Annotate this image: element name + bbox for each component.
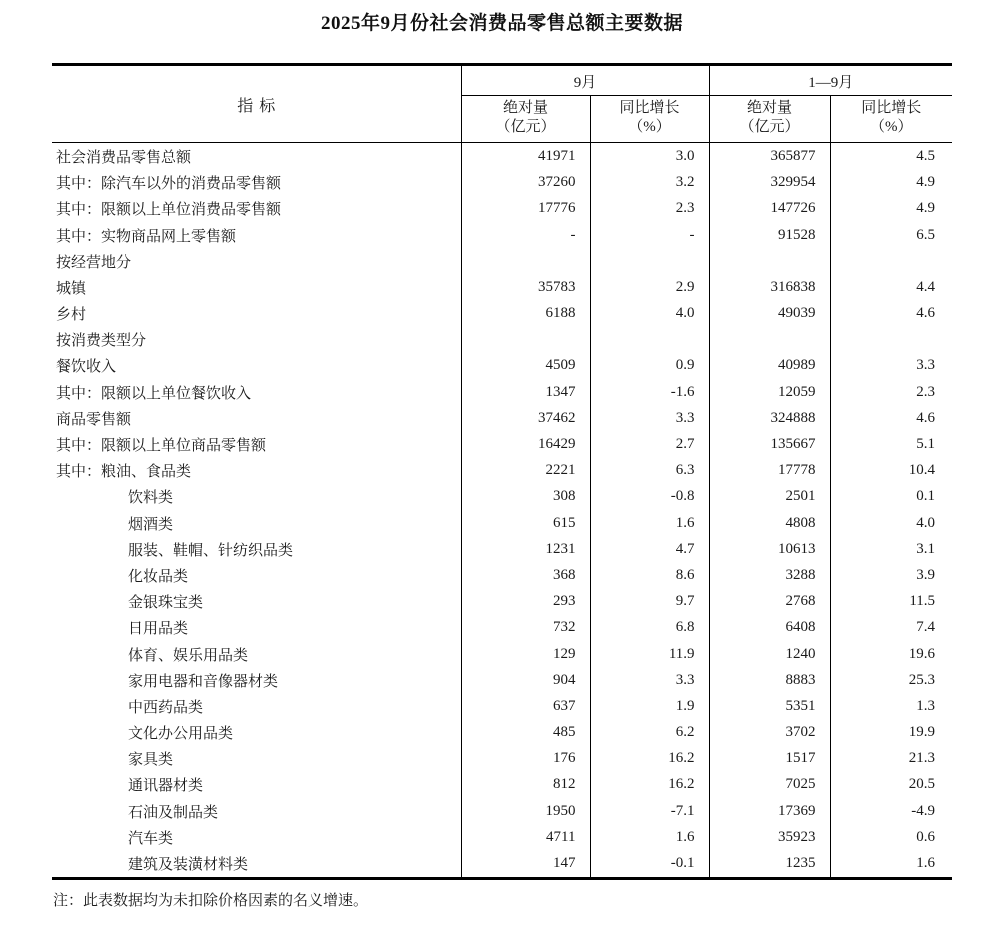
cell-cumulative-absolute: 147726 xyxy=(709,196,830,222)
cell-cumulative-absolute: 1240 xyxy=(709,641,830,667)
row-label: 日用品类 xyxy=(52,615,461,641)
cell-cumulative-absolute: 3288 xyxy=(709,562,830,588)
table-row xyxy=(52,772,952,798)
cell-month-growth xyxy=(590,327,709,353)
cell-cumulative-growth: 1.3 xyxy=(916,697,936,714)
cell-month-absolute: 485 xyxy=(461,720,590,746)
table-row xyxy=(52,589,952,615)
table-footnote: 注：此表数据均为未扣除价格因素的名义增速。 xyxy=(53,892,369,909)
cell-cumulative-growth xyxy=(830,327,952,353)
cell-month-absolute: 37462 xyxy=(461,405,590,431)
cell-month-growth: -0.1 xyxy=(590,850,709,878)
cell-cumulative-growth: 4.4 xyxy=(916,278,936,295)
cell-cumulative-growth: 4.9 xyxy=(916,174,936,191)
cell-cumulative-absolute: 35923 xyxy=(709,824,830,850)
cell-cumulative-growth: 3.9 xyxy=(916,566,936,583)
cell-month-absolute: - xyxy=(461,222,590,248)
table-row xyxy=(52,274,952,300)
cell-month-growth: 3.2 xyxy=(590,170,709,196)
cell-cumulative-absolute: 17369 xyxy=(709,798,830,824)
cell-month-absolute: 16429 xyxy=(461,431,590,457)
cell-month-absolute: 637 xyxy=(461,693,590,719)
cell-month-absolute: 4711 xyxy=(461,824,590,850)
cell-month-absolute: 615 xyxy=(461,510,590,536)
table-row xyxy=(52,615,952,641)
cell-month-absolute: 732 xyxy=(461,615,590,641)
cell-cumulative-absolute: 8883 xyxy=(709,667,830,693)
cell-cumulative-absolute: 316838 xyxy=(709,274,830,300)
header-abs-name: 绝对量 xyxy=(747,100,793,116)
cell-month-absolute: 2221 xyxy=(461,458,590,484)
table-row xyxy=(52,798,952,824)
table-row xyxy=(52,693,952,719)
cell-month-growth: 2.9 xyxy=(590,274,709,300)
cell-cumulative-absolute xyxy=(709,248,830,274)
table-row xyxy=(52,143,952,170)
cell-cumulative-growth: 1.6 xyxy=(830,850,952,878)
cell-month-growth: -0.8 xyxy=(590,484,709,510)
row-label: 体育、娱乐用品类 xyxy=(52,641,461,667)
header-abs-unit: （亿元） xyxy=(739,119,800,136)
cell-month-absolute: 147 xyxy=(461,850,590,878)
row-label: 服装、鞋帽、针纺织品类 xyxy=(52,536,461,562)
row-label: 按消费类型分 xyxy=(52,327,461,353)
column-header-indicator: 指标 xyxy=(52,65,461,143)
cell-month-absolute: 1950 xyxy=(461,798,590,824)
table-row xyxy=(52,405,952,431)
row-label: 按经营地分 xyxy=(52,248,461,274)
cell-month-growth: 1.6 xyxy=(590,510,709,536)
cell-cumulative-growth: 3.1 xyxy=(916,540,936,557)
cell-month-absolute: 293 xyxy=(461,589,590,615)
cell-cumulative-growth: 4.6 xyxy=(916,409,936,426)
header-yoy-name: 同比增长 xyxy=(619,100,680,116)
row-label: 其中：除汽车以外的消费品零售额 xyxy=(52,170,461,196)
row-label: 建筑及装潢材料类 xyxy=(52,850,461,878)
cell-cumulative-absolute: 40989 xyxy=(709,353,830,379)
cell-month-growth: 1.9 xyxy=(590,693,709,719)
row-label: 其中：粮油、食品类 xyxy=(52,458,461,484)
cell-month-growth: 9.7 xyxy=(590,589,709,615)
cell-month-growth: 4.0 xyxy=(590,301,709,327)
table-row xyxy=(52,248,952,274)
row-label: 通讯器材类 xyxy=(52,772,461,798)
row-label: 社会消费品零售总额 xyxy=(52,143,461,170)
cell-cumulative-growth: 10.4 xyxy=(908,462,936,479)
cell-month-absolute: 1231 xyxy=(461,536,590,562)
cell-cumulative-growth: 4.5 xyxy=(916,147,936,164)
cell-cumulative-growth: 4.0 xyxy=(916,514,936,531)
cell-cumulative-absolute: 3702 xyxy=(709,720,830,746)
cell-cumulative-absolute: 1235 xyxy=(709,850,830,878)
table-row xyxy=(52,379,952,405)
table-row xyxy=(52,170,952,196)
cell-cumulative-absolute: 6408 xyxy=(709,615,830,641)
header-abs-name: 绝对量 xyxy=(502,100,548,116)
cell-cumulative-growth: 2.3 xyxy=(916,383,936,400)
row-label: 烟酒类 xyxy=(52,510,461,536)
cell-month-absolute: 35783 xyxy=(461,274,590,300)
cell-cumulative-growth: 25.3 xyxy=(908,671,936,688)
cell-cumulative-absolute: 12059 xyxy=(709,379,830,405)
header-yoy-unit: （%） xyxy=(628,119,671,136)
cell-cumulative-absolute: 324888 xyxy=(709,405,830,431)
cell-cumulative-absolute: 10613 xyxy=(709,536,830,562)
cell-cumulative-growth: -4.9 xyxy=(911,802,936,819)
cell-month-growth: 3.3 xyxy=(590,667,709,693)
cell-cumulative-absolute: 91528 xyxy=(709,222,830,248)
table-row xyxy=(52,431,952,457)
cell-cumulative-growth: 7.4 xyxy=(916,619,936,636)
row-label: 其中：限额以上单位餐饮收入 xyxy=(52,379,461,405)
cell-month-growth: 2.7 xyxy=(590,431,709,457)
cell-month-absolute xyxy=(461,327,590,353)
table-row xyxy=(52,510,952,536)
row-label: 其中：实物商品网上零售额 xyxy=(52,222,461,248)
column-header-cumulative-absolute xyxy=(709,96,830,143)
table-row xyxy=(52,301,952,327)
table-body xyxy=(52,143,952,878)
cell-cumulative-growth: 3.3 xyxy=(916,357,936,374)
table-row xyxy=(52,484,952,510)
column-header-month-growth xyxy=(590,96,709,143)
cell-cumulative-absolute: 2768 xyxy=(709,589,830,615)
header-abs-unit: （亿元） xyxy=(495,119,556,136)
cell-month-growth: 6.3 xyxy=(590,458,709,484)
row-label: 家用电器和音像器材类 xyxy=(52,667,461,693)
cell-cumulative-growth: 11.5 xyxy=(909,593,936,610)
cell-month-growth: 16.2 xyxy=(590,772,709,798)
cell-cumulative-absolute: 4808 xyxy=(709,510,830,536)
header-yoy-unit: （%） xyxy=(870,119,913,136)
cell-month-growth: 0.9 xyxy=(590,353,709,379)
row-label: 汽车类 xyxy=(52,824,461,850)
table-row xyxy=(52,850,952,878)
page-title: 2025年9月份社会消费品零售总额主要数据 xyxy=(320,13,683,34)
cell-cumulative-growth: 4.9 xyxy=(916,200,936,217)
table-row xyxy=(52,327,952,353)
cell-cumulative-absolute: 2501 xyxy=(709,484,830,510)
cell-month-absolute: 904 xyxy=(461,667,590,693)
column-header-month-absolute xyxy=(461,96,590,143)
cell-cumulative-growth: 21.3 xyxy=(908,750,936,767)
row-label: 饮料类 xyxy=(52,484,461,510)
cell-cumulative-growth: 19.6 xyxy=(908,645,936,662)
cell-month-absolute: 129 xyxy=(461,641,590,667)
cell-month-absolute: 41971 xyxy=(461,143,590,170)
row-label: 中西药品类 xyxy=(52,693,461,719)
cell-cumulative-absolute: 17778 xyxy=(709,458,830,484)
cell-month-growth: 6.8 xyxy=(590,615,709,641)
table-row xyxy=(52,353,952,379)
cell-month-growth: 4.7 xyxy=(590,536,709,562)
table-row xyxy=(52,641,952,667)
header-row-period xyxy=(52,65,952,96)
cell-cumulative-absolute: 5351 xyxy=(709,693,830,719)
cell-month-growth: -7.1 xyxy=(590,798,709,824)
row-label: 金银珠宝类 xyxy=(52,589,461,615)
row-label: 其中：限额以上单位商品零售额 xyxy=(52,431,461,457)
row-label: 城镇 xyxy=(52,274,461,300)
cell-month-absolute: 176 xyxy=(461,746,590,772)
row-label: 化妆品类 xyxy=(52,562,461,588)
cell-month-absolute xyxy=(461,248,590,274)
header-yoy-name: 同比增长 xyxy=(861,100,922,116)
cell-month-growth: 16.2 xyxy=(590,746,709,772)
row-label: 商品零售额 xyxy=(52,405,461,431)
table-row xyxy=(52,720,952,746)
cell-month-growth: 6.2 xyxy=(590,720,709,746)
cell-month-growth: -1.6 xyxy=(590,379,709,405)
cell-cumulative-growth: 6.5 xyxy=(916,226,936,243)
cell-cumulative-growth: 5.1 xyxy=(916,436,936,453)
cell-cumulative-absolute: 135667 xyxy=(709,431,830,457)
table-row xyxy=(52,667,952,693)
cell-month-growth: - xyxy=(590,222,709,248)
table-row xyxy=(52,536,952,562)
table-row xyxy=(52,458,952,484)
cell-cumulative-absolute: 7025 xyxy=(709,772,830,798)
table-container xyxy=(52,41,952,880)
cell-month-growth: 11.9 xyxy=(590,641,709,667)
cell-cumulative-growth: 4.6 xyxy=(916,305,936,322)
cell-cumulative-absolute: 1517 xyxy=(709,746,830,772)
cell-month-absolute: 1347 xyxy=(461,379,590,405)
table-row xyxy=(52,222,952,248)
cell-month-growth: 2.3 xyxy=(590,196,709,222)
cell-month-absolute: 308 xyxy=(461,484,590,510)
cell-cumulative-growth: 0.6 xyxy=(916,828,936,845)
row-label: 乡村 xyxy=(52,301,461,327)
column-header-cumulative-growth xyxy=(830,96,952,143)
cell-cumulative-growth: 0.1 xyxy=(916,488,936,505)
cell-month-growth xyxy=(590,248,709,274)
cell-month-absolute: 812 xyxy=(461,772,590,798)
retail-sales-table xyxy=(52,63,952,880)
cell-month-absolute: 6188 xyxy=(461,301,590,327)
cell-month-absolute: 17776 xyxy=(461,196,590,222)
column-header-month: 9月 xyxy=(461,65,709,96)
cell-cumulative-absolute: 49039 xyxy=(709,301,830,327)
column-header-cumulative: 1—9月 xyxy=(709,65,952,96)
cell-month-growth: 8.6 xyxy=(590,562,709,588)
table-row xyxy=(52,746,952,772)
cell-month-absolute: 4509 xyxy=(461,353,590,379)
row-label: 文化办公用品类 xyxy=(52,720,461,746)
cell-cumulative-absolute: 365877 xyxy=(709,143,830,170)
cell-cumulative-absolute xyxy=(709,327,830,353)
cell-month-absolute: 37260 xyxy=(461,170,590,196)
cell-month-growth: 3.0 xyxy=(590,143,709,170)
row-label: 石油及制品类 xyxy=(52,798,461,824)
cell-cumulative-growth: 19.9 xyxy=(908,724,936,741)
table-row xyxy=(52,196,952,222)
cell-month-growth: 3.3 xyxy=(590,405,709,431)
cell-cumulative-absolute: 329954 xyxy=(709,170,830,196)
cell-cumulative-growth: 20.5 xyxy=(908,776,936,793)
table-row xyxy=(52,824,952,850)
cell-month-growth: 1.6 xyxy=(590,824,709,850)
row-label: 餐饮收入 xyxy=(52,353,461,379)
table-row xyxy=(52,562,952,588)
cell-cumulative-growth xyxy=(830,248,952,274)
cell-month-absolute: 368 xyxy=(461,562,590,588)
table-header xyxy=(52,65,952,143)
row-label: 家具类 xyxy=(52,746,461,772)
row-label: 其中：限额以上单位消费品零售额 xyxy=(52,196,461,222)
